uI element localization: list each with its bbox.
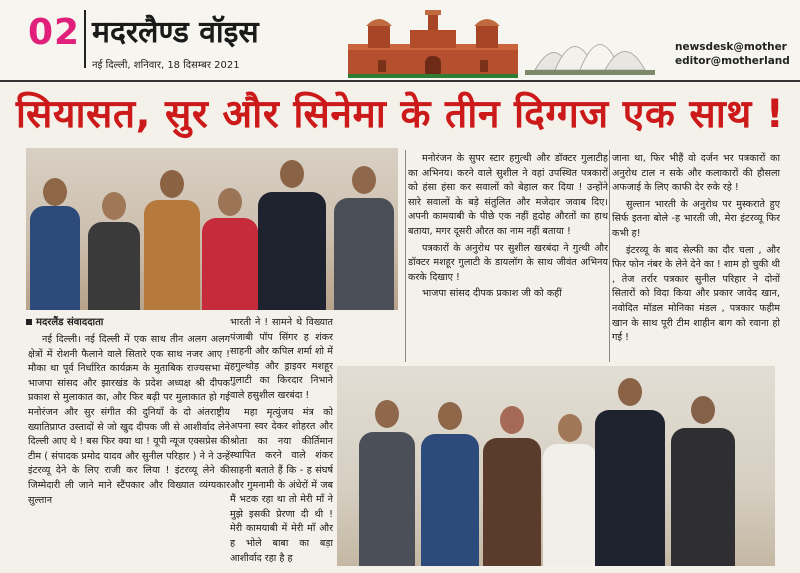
masthead-divider (84, 10, 86, 68)
person-figure (483, 398, 541, 566)
column-divider (609, 150, 610, 362)
paragraph: नई दिल्ली। नई दिल्ली में एक साथ तीन अलग अलग क्षेत्रों में रोशनी फैलाने वाले सितारे एक साथ नजर आए ! मौका था पूर्व निर्धारित कार्यक्रम के मुताबिक राज्यसभा में भाजपा सांसद और झारखंड के प्रदेश अध्यक्ष श्री दीपक प्रकाश से मुलाकात का, और फिर बढ़ी पर मुलाकात हो गई मनोरंजन और सुर संगीत की दुनियाँ के दो अंतराष्ट्रीय ख्यातिप्राप्त उस्तादों से जो खुद दीपक जी से आशीर्वाद लेने दिल्ली आए थे ! बस फिर क्या था ! यूपी न्यूज एक्सप्रेस की टीम ( संपादक प्रमोद यादव और सुनील परिहार ) ने ने उन्हें इंटरव्यू देने के लिए राजी कर लिया ! इंटरव्यू लेने की जिम्मेदारी ली जाने माने स्टैंपकार और विख्यात व्यंग्यकार सुल्तान (28, 334, 230, 506)
paragraph: मनोरंजन के सुपर स्टार हगुत्थी और डॉक्टर गुलाटीह का अभिनय। करने वाले सुशील ने वहां उपस्थित पत्रकारों को हंसा हंसा कर सवालों को बेहाल कर दिया ! उन्होंने सारे सवालों के बड़े संतुलित और मजेदार जवाब दिए। अपनी कामयाबी के पीछे एक नहीं हृदोह औरतों का हाथ बताया, मगर दूसरी औरत का नाम नहीं बताया ! (408, 153, 608, 237)
person-figure (258, 154, 326, 310)
person-figure (202, 182, 258, 310)
red-fort-illustration (348, 8, 518, 78)
contact-emails (675, 40, 790, 68)
person-figure (334, 160, 394, 310)
article-column-1 (28, 333, 230, 571)
person-figure (88, 182, 140, 310)
paragraph: पत्रकारों के अनुरोध पर सुशील खरबंदा ने गुत्थी और डॉक्टर मशहूर गुलाटी के डायलॉग के साथ जीवंत अभिनय करके दिखाए ! (408, 242, 608, 283)
paragraph: इंटरव्यू के बाद सेल्फी का दौर चला , और फिर फोन नंबर के लेने देने का ! शाम हो चुकी थी , तेज तर्रार पत्रकार सुनील परिहार ने दोनों सितारों को विदा किया और प्रकार जावेद खान, नवोदित मॉडल मोनिका मंडल , पत्रकार फहीम खान के साथ पूरी टीम शाहीन बाग को रवाना हो गई ! (612, 244, 780, 344)
person-figure (671, 390, 735, 566)
column-divider (405, 150, 406, 362)
paragraph: भाजपा सांसद दीपक प्रकाश जी को कहीं (422, 288, 562, 300)
article-column-3 (408, 152, 608, 362)
group-photo-bottom (337, 366, 775, 566)
masthead (0, 0, 800, 82)
person-figure (543, 408, 597, 566)
email-editor: editor@motherland (675, 55, 790, 67)
person-figure (30, 160, 80, 310)
group-photo-top (26, 148, 398, 310)
photo-caption: मदरलैंड संवाददाता (26, 314, 103, 328)
person-figure (595, 372, 665, 566)
person-figure (359, 394, 415, 566)
newspaper-name: मदरलैण्ड वॉइस (92, 15, 259, 50)
page-number: 02 (28, 12, 81, 53)
headline: सियासत, सुर और सिनेमा के तीन दिग्गज एक साथ ! (15, 92, 785, 137)
person-figure (421, 390, 479, 566)
paragraph: सुल्तान भारती के अनुरोध पर मुस्कराते हुए सिर्फ इतना बोले -ह भारती जी, मेरा इंटरव्यू फिर कभी ह! (612, 198, 780, 239)
paragraph: जाना था, फिर भीहैं वो दर्जन भर पत्रकारों का अनुरोध टाल न सके और कलाकारों की हौसला अफजाई के लिए काफी देर रुके रहे ! (612, 153, 780, 194)
lotus-temple-illustration (525, 15, 655, 75)
email-newsdesk: newsdesk@mother (675, 41, 787, 53)
article-column-4 (612, 152, 780, 362)
dateline: नई दिल्ली, शनिवार, 18 दिसम्बर 2021 (92, 60, 240, 71)
paragraph: महा मृत्युंजय मंत्र को अपना स्वर देकर शोहरत और श्रोता का नया कीर्तिमान स्थापित करने वाले शंकर साहनी बताते हैं कि - ह संघर्ष और गुमनामी के अंधेरों में जब मैं भटक रहा था तो मेरी माँ ने मुझे इसकी प्रेरणा दी थी ! मेरी कामयाबी में मेरी माँ और ह भोले बाबा का बड़ा आशीर्वाद रहा है ह (230, 406, 333, 564)
masthead-rule (0, 80, 800, 82)
person-figure (144, 160, 200, 310)
paragraph: भारती ने ! सामने थे विख्यात पंजाबी पॉप सिंगर ह शंकर साहनी और कपिल शर्मा शो में हगुल्थोड़ और ड्राइवर मशहूर गुलाटी का किरदार निभाने वाले हसुशील खरबंदा ! (230, 317, 333, 401)
article-column-2 (230, 316, 333, 571)
